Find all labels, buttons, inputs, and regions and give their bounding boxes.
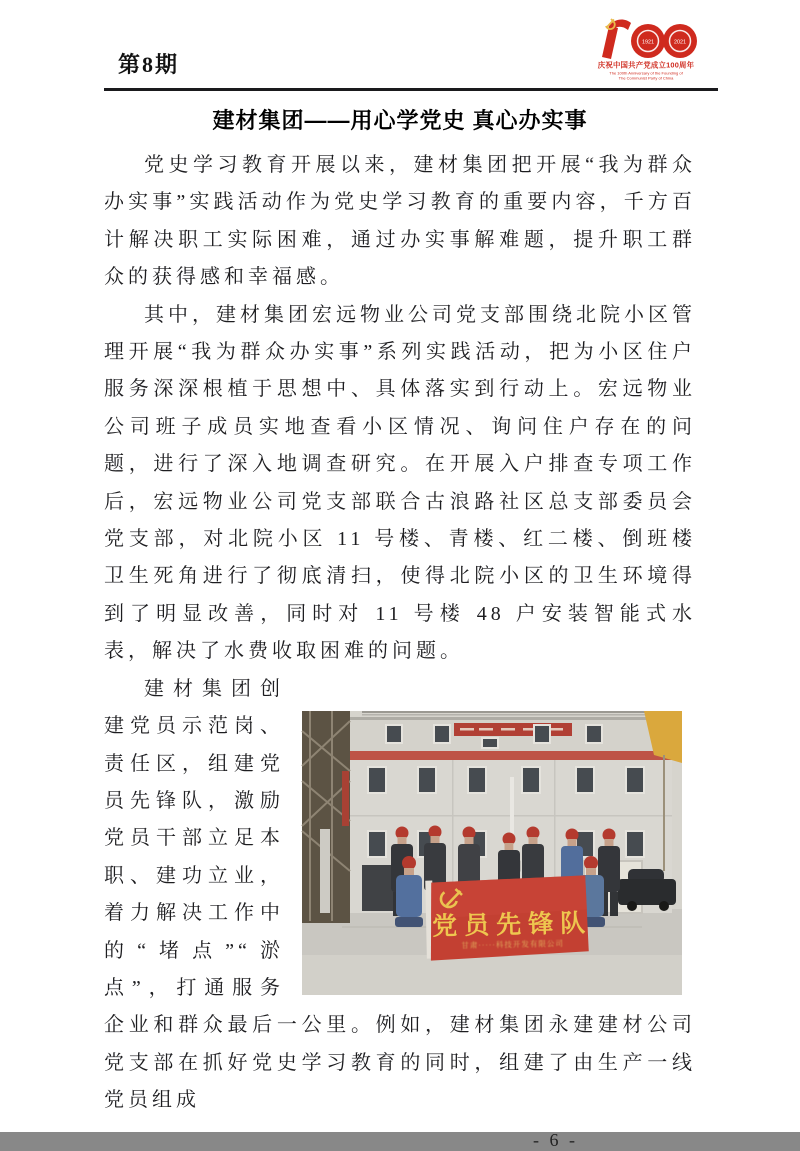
- logo-caption-en-2: The Communist Party of China: [618, 75, 674, 81]
- banner-subtext: 甘肃·····科技开发有限公司: [461, 938, 564, 950]
- logo-caption-en-1: The 100th Anniversary of the Founding of: [609, 70, 683, 76]
- paragraph-3: [104, 671, 696, 1120]
- logo-numeral-one: [602, 19, 631, 59]
- logo-zeros: [631, 24, 697, 58]
- page-number: - 6 -: [533, 1129, 578, 1150]
- paragraph-1: 党史学习教育开展以来，建材集团把开展“我为群众办实事”实践活动作为党史学习教育的重要内容，千方百计解决职工实际困难，通过办实事解难题，提升职工群众的获得感和幸福感。: [104, 154, 696, 289]
- logo-caption-cn: 庆祝中国共产党成立100周年: [597, 60, 695, 70]
- issue-label: 第8期: [118, 52, 180, 77]
- group-photo: [302, 711, 682, 995]
- article-title: 建材集团——用心学党史 真心办实事: [212, 108, 588, 133]
- logo-year-1921: 1921: [642, 39, 654, 46]
- logo-year-2021: 2021: [674, 39, 686, 46]
- banner-title: 党员先锋队: [431, 909, 593, 941]
- group-photo-illustration: [302, 711, 682, 995]
- article: [104, 100, 696, 1151]
- anniversary-100-logo: [590, 14, 702, 84]
- paragraph-2: 其中，建材集团宏远物业公司党支部围绕北院小区管理开展“我为群众办实事”系列实践活动，把为小区住户服务深深根植于思想中、具体落实到行动上。宏远物业公司班子成员实地查看小区情况、询问住户存在的问题，进行了深入地调查研究。在开展入户排查专项工作后，宏远物业公司党支部联合古浪路社区总支部委员会党支部，对北院小区 11 号楼、青楼、红二楼、倒班楼卫生死角进行了彻底清扫，使得北院小区的卫生环境得到了明显改善，同时对 11 号楼 48 户安装智能式水表，解决了水费收取困难的问题。: [104, 303, 696, 663]
- header-divider: [104, 88, 718, 91]
- paragraph-3-text: 建材集团创建党员示范岗、责任区，组建党员先锋队，激励党员干部立足本职、建功立业，着力解决工作中的“堵点”“淤点”，打通服务企业和群众最后一公里。例如，建材集团永建建材公司党支部在抓好党史学习教育的同时，组建了由生产一线党员组成: [104, 677, 696, 1112]
